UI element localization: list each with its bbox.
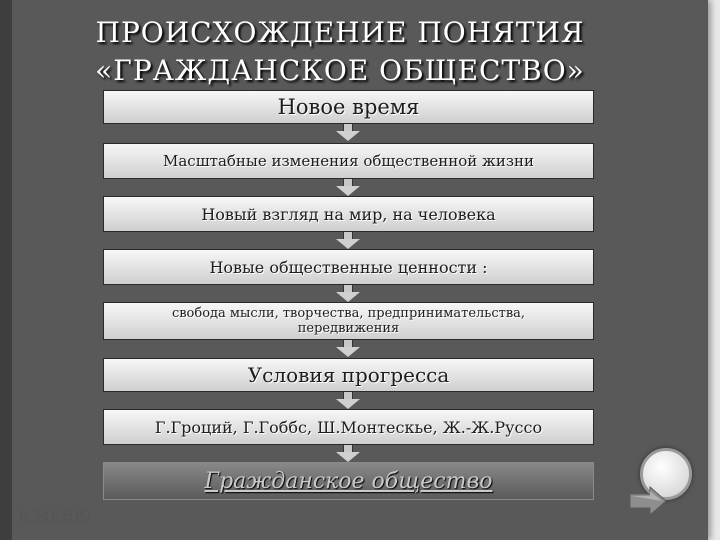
menu-link[interactable]: В МЕНЮ (18, 508, 93, 524)
down-arrow-icon (336, 179, 360, 195)
down-arrow-icon (336, 340, 360, 356)
down-arrow-icon (336, 285, 360, 301)
flow-step-new-view: Новый взгляд на мир, на человека (103, 196, 594, 232)
title-line-1: ПРОИСХОЖДЕНИЕ ПОНЯТИЯ (95, 16, 585, 49)
down-arrow-icon (336, 124, 360, 140)
down-arrow-icon (336, 392, 360, 408)
next-arrow-icon[interactable] (628, 486, 668, 516)
flow-step-new-time: Новое время (103, 90, 594, 124)
flow-step-values: Новые общественные ценности : (103, 249, 594, 285)
title-line-2: «ГРАЖДАНСКОЕ ОБЩЕСТВО» (95, 54, 585, 87)
civil-society-label: Гражданское общество (204, 468, 493, 494)
flow-step-freedoms: свобода мысли, творчества, предпринимательства, передвижения (103, 302, 594, 340)
down-arrow-icon (336, 445, 360, 461)
flow-step-changes: Масштабные изменения общественной жизни (103, 143, 594, 179)
flow-step-thinkers: Г.Гроций, Г.Гоббс, Ш.Монтескье, Ж.-Ж.Руссо (103, 409, 594, 445)
flow-step-civil-society (103, 462, 594, 500)
down-arrow-icon (336, 232, 360, 248)
flow-step-progress: Условия прогресса (103, 358, 594, 392)
